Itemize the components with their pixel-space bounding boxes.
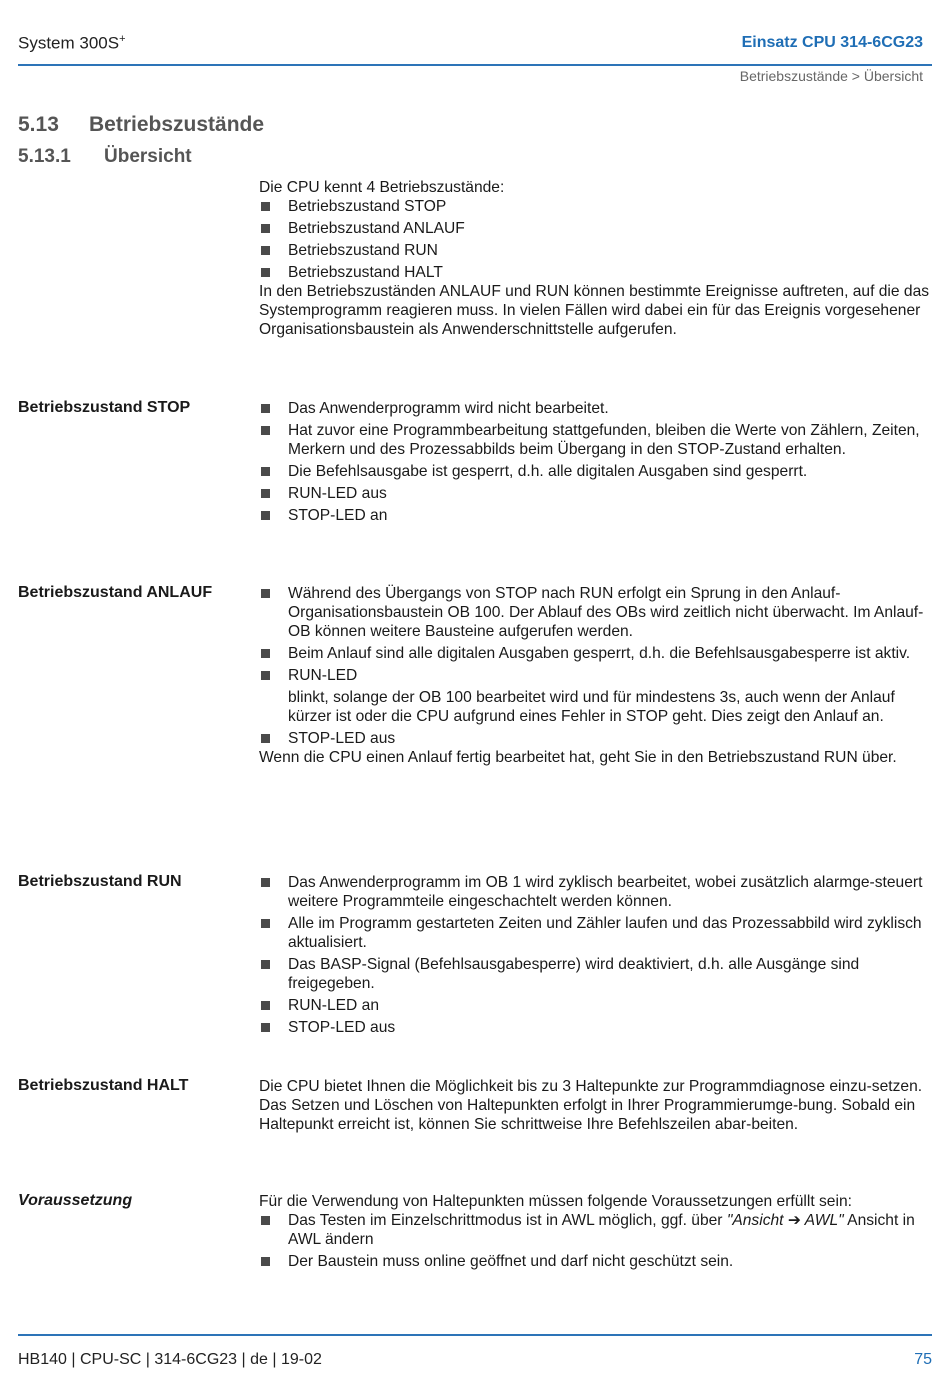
list-item bbox=[259, 1211, 931, 1249]
list-item: Betriebszustand RUN bbox=[259, 241, 931, 260]
anlauf-heading: Betriebszustand ANLAUF bbox=[18, 584, 213, 601]
list-item: Das Anwenderprogramm im OB 1 wird zyklisch bearbeitet, wobei zusätzlich alarmge-steuert weitere Programmteile eingeschachtelt werden können. bbox=[259, 873, 931, 911]
list-item: Der Baustein muss online geöffnet und darf nicht geschützt sein. bbox=[259, 1252, 931, 1271]
anlauf-list bbox=[259, 584, 931, 748]
section-number: 5.13 bbox=[18, 113, 59, 136]
list-item: STOP-LED aus bbox=[259, 1018, 931, 1037]
list-item: RUN-LED an bbox=[259, 996, 931, 1015]
header-product bbox=[18, 33, 126, 54]
halt-block bbox=[259, 1077, 931, 1134]
run-list bbox=[259, 873, 931, 1037]
list-item: Beim Anlauf sind alle digitalen Ausgaben gesperrt, d.h. die Befehlsausgabesperre ist aktiv. bbox=[259, 644, 931, 663]
halt-heading: Betriebszustand HALT bbox=[18, 1077, 189, 1094]
breadcrumb: Betriebszustände > Übersicht bbox=[739, 68, 923, 84]
run-block bbox=[259, 873, 931, 1037]
stop-list bbox=[259, 399, 931, 525]
header-product-sup: + bbox=[119, 33, 126, 45]
halt-paragraph: Die CPU bietet Ihnen die Möglichkeit bis zu 3 Haltepunkte zur Programmdiagnose einzu-setzen. Das Setzen und Löschen von Haltepunkten erfolgt in Ihrer Programmierumge-bung. Sobald ein Haltepunkt erreicht ist, können Sie schrittweise Ihre Befehlszeilen abar-beiten. bbox=[259, 1078, 923, 1133]
list-item: Alle im Programm gestarteten Zeiten und Zähler laufen und das Prozessabbild wird zyklisch aktualisiert. bbox=[259, 914, 931, 952]
list-item: RUN-LED aus bbox=[259, 484, 931, 503]
anlauf-paragraph: Wenn die CPU einen Anlauf fertig bearbeitet hat, geht Sie in den Betriebszustand RUN über. bbox=[259, 749, 897, 766]
list-item: Das BASP-Signal (Befehlsausgabesperre) wird deaktiviert, d.h. alle Ausgänge sind freigegeben. bbox=[259, 955, 931, 993]
footer-rule bbox=[18, 1334, 932, 1336]
section-title: Betriebszustände bbox=[89, 113, 265, 136]
list-item: Die Befehlsausgabe ist gesperrt, d.h. alle digitalen Ausgaben sind gesperrt. bbox=[259, 462, 931, 481]
subsection-number: 5.13.1 bbox=[18, 146, 71, 167]
voraussetzung-block bbox=[259, 1192, 931, 1271]
voraussetzung-lead: Für die Verwendung von Haltepunkten müssen folgende Voraussetzungen erfüllt sein: bbox=[259, 1193, 852, 1210]
subsection-title: Übersicht bbox=[104, 146, 192, 167]
intro-block bbox=[259, 178, 931, 339]
voraussetzung-list bbox=[259, 1211, 931, 1271]
stop-heading: Betriebszustand STOP bbox=[18, 399, 191, 416]
intro-list bbox=[259, 197, 931, 282]
list-item: Betriebszustand STOP bbox=[259, 197, 931, 216]
header-product-name: System 300S bbox=[18, 33, 120, 53]
item-text: Das Testen im Einzelschrittmodus ist in AWL möglich, ggf. über bbox=[288, 1212, 727, 1229]
intro-lead: Die CPU kennt 4 Betriebszustände: bbox=[259, 179, 505, 196]
anlauf-block bbox=[259, 584, 931, 767]
list-item: Betriebszustand HALT bbox=[259, 263, 931, 282]
section-heading bbox=[18, 113, 264, 137]
list-item: STOP-LED an bbox=[259, 506, 931, 525]
list-item: Betriebszustand ANLAUF bbox=[259, 219, 931, 238]
page-number: 75 bbox=[914, 1351, 932, 1368]
list-item: Das Anwenderprogramm wird nicht bearbeitet. bbox=[259, 399, 931, 418]
run-led-detail: blinkt, solange der OB 100 bearbeitet wird und für mindestens 3s, auch wenn der Anlauf kürzer ist oder die CPU aufgrund eines Fehler in STOP geht. Dies zeigt den Anlauf an. bbox=[288, 689, 895, 725]
intro-paragraph: In den Betriebszuständen ANLAUF und RUN können bestimmte Ereignisse auftreten, auf die das Systemprogramm reagieren muss. In vielen Fällen wird dabei ein für das Ereignis vorgesehener Organisationsbaustein als Anwenderschnittstelle aufgerufen. bbox=[259, 283, 930, 338]
item-text: Ansicht in AWL ändern bbox=[288, 1212, 915, 1248]
subsection-heading bbox=[18, 146, 192, 168]
footer-doc-id: HB140 | CPU-SC | 314-6CG23 | de | 19-02 bbox=[18, 1351, 322, 1368]
header-rule bbox=[18, 64, 932, 66]
stop-block bbox=[259, 399, 931, 525]
run-heading: Betriebszustand RUN bbox=[18, 873, 182, 890]
voraussetzung-heading: Voraussetzung bbox=[18, 1192, 133, 1209]
list-item: Hat zuvor eine Programmbearbeitung stattgefunden, bleiben die Werte von Zählern, Zeiten, Merkern und des Prozessabbilds beim Übergang in den STOP-Zustand erhalten. bbox=[259, 421, 931, 459]
header-title: Einsatz CPU 314-6CG23 bbox=[741, 34, 923, 51]
run-led-label: RUN-LED bbox=[288, 667, 358, 684]
list-item: Während des Übergangs von STOP nach RUN erfolgt ein Sprung in den Anlauf-Organisationsbaustein OB 100. Der Ablauf des OBs wird zeitlich nicht überwacht. Im Anlauf-OB können weitere Bausteine aufgerufen werden. bbox=[259, 584, 931, 641]
menu-path: "Ansicht ➔ AWL" bbox=[726, 1212, 844, 1229]
list-item: STOP-LED aus bbox=[259, 729, 931, 748]
list-item bbox=[259, 666, 931, 726]
